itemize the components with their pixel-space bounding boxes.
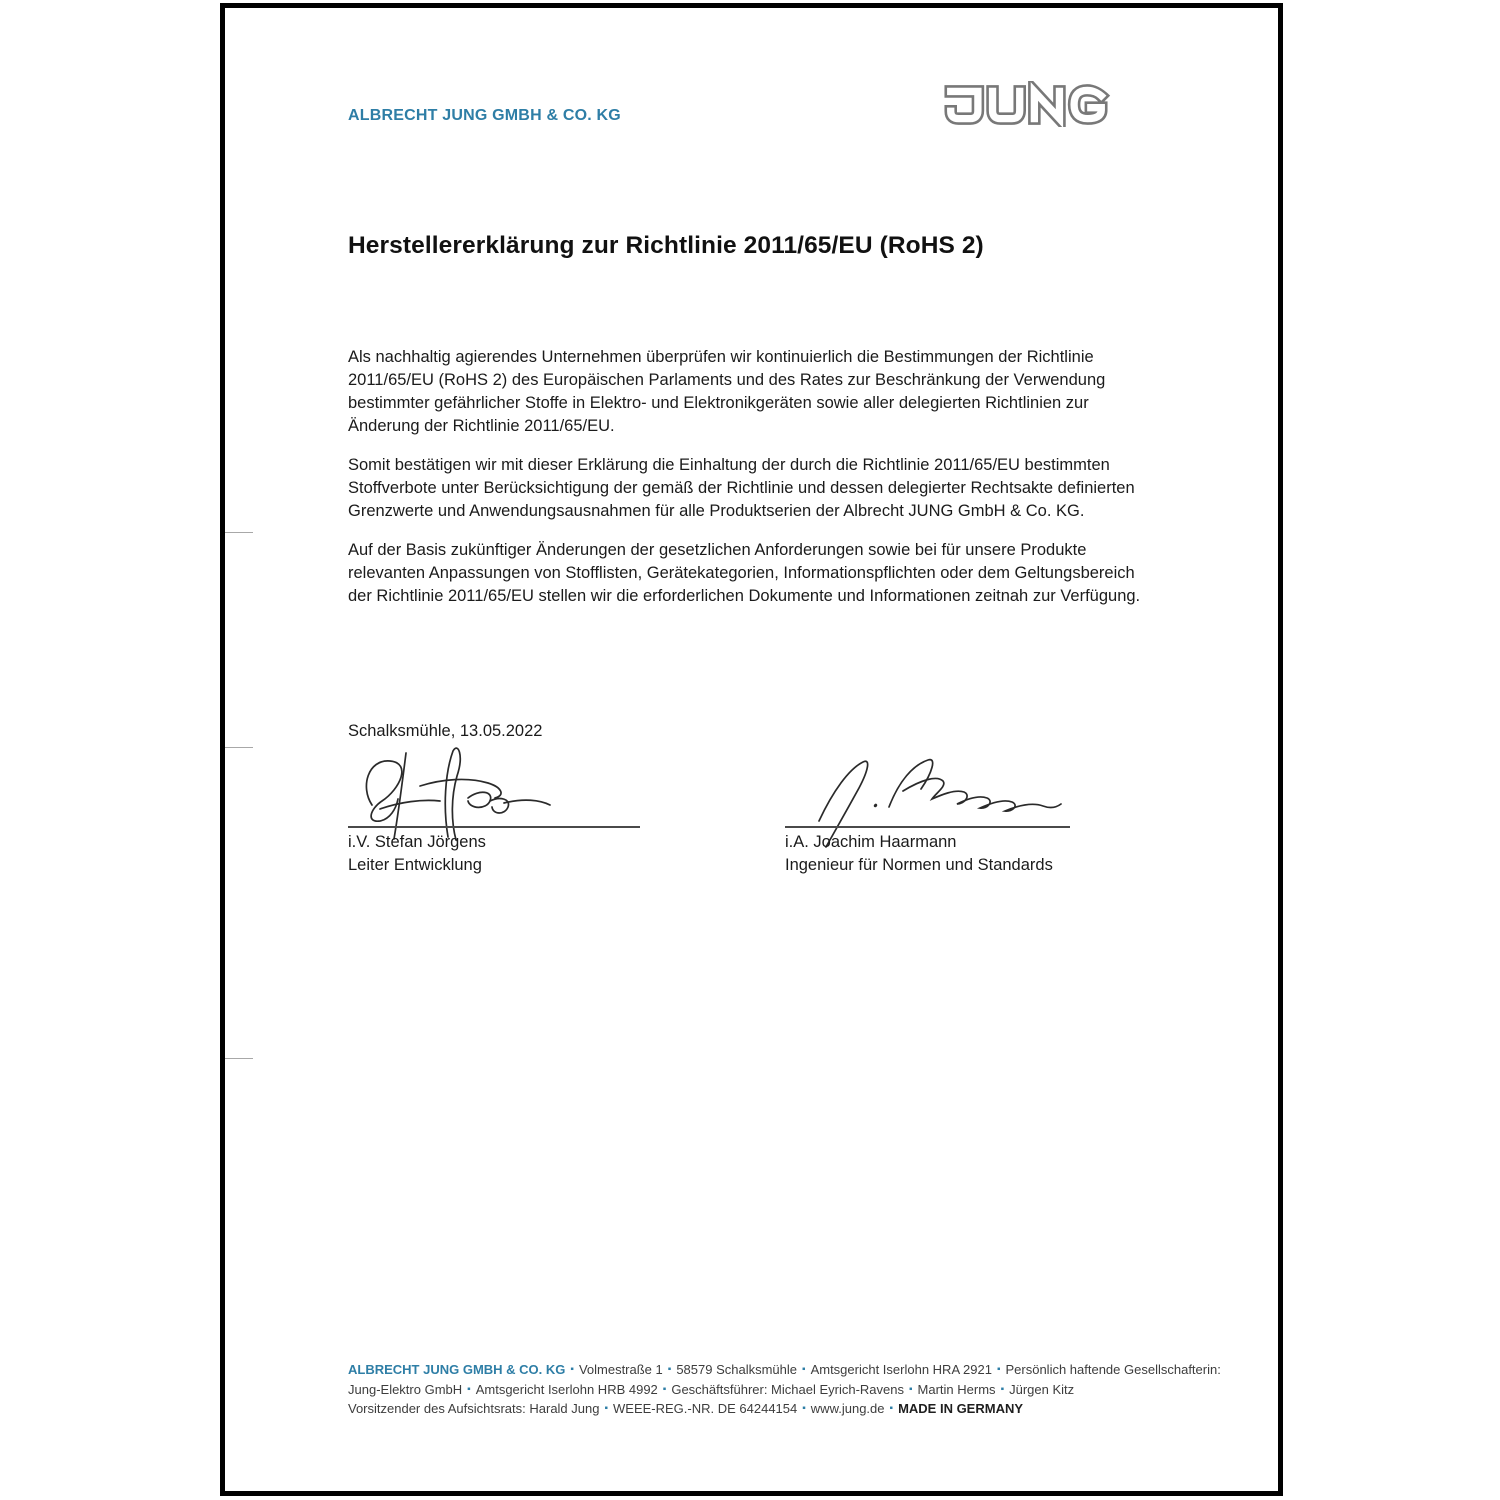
place-date-line: Schalksmühle, 13.05.2022 [348,722,543,740]
footer-text-segment: Persönlich haftende Gesellschafterin: [1005,1362,1221,1377]
footer-bullet-icon: ▪ [662,1383,667,1395]
footer-line [348,1360,1278,1380]
footer-line [348,1380,1278,1400]
body-paragraph: Als nachhaltig agierendes Unternehmen überprüfen wir kontinuierlich die Bestimmungen der Richtlinie 2011/65/EU (RoHS 2) des Europäischen Parlaments und des Rates zur Beschränkung der Verwendung bestimmter gefährlicher Stoffe in Elektro- und Elektronikgeräten sowie aller delegierten Richtlinien zur Änderung der Richtlinie 2011/65/EU. [348,348,1106,435]
footer-bullet-icon: ▪ [909,1383,913,1395]
footer-text-segment: Volmestraße 1 [578,1362,663,1377]
footer-text-segment: MADE IN GERMANY [898,1401,1024,1416]
footer-bullet-icon: ▪ [667,1364,672,1375]
signatory-role: Ingenieur für Normen und Standards [785,856,1053,874]
footer-bullet-icon: ▪ [604,1403,609,1414]
body-paragraphs [348,346,1148,624]
footer-bullet-icon: ▪ [802,1364,806,1375]
footer-text-segment: www.jung.de [810,1401,885,1416]
footer-text-segment: Vorsitzender des Aufsichtsrats: Harald Jung [348,1401,600,1416]
footer-imprint [348,1360,1278,1419]
letterhead-company-name: ALBRECHT JUNG GMBH & CO. KG [348,107,621,124]
footer-text-segment: 58579 Schalksmühle [676,1362,798,1377]
footer-text-segment: Jung-Elektro GmbH [348,1381,463,1397]
footer-text-segment: Amtsgericht Iserlohn HRA 2921 [810,1362,992,1377]
footer-bullet-icon: ▪ [996,1364,1001,1375]
signature-line [348,826,640,828]
footer-text-segment: Martin Herms [917,1381,996,1397]
body-paragraph: Auf der Basis zukünftiger Änderungen der gesetzlichen Anforderungen sowie bei für unsere Produkte relevanten Anpassungen von Stofflisten, Gerätekategorien, Informationspflichten oder dem Geltungsbereich der Richtlinie 2011/65/EU stellen wir die erforderlichen Dokumente und Informationen zeitnah zur Verfügung. [348,541,1141,605]
signatory-name: i.A. Joachim Haarmann [785,833,957,851]
fold-mark [225,747,253,748]
footer-text-segment: Amtsgericht Iserlohn HRB 4992 [475,1381,658,1397]
footer-bullet-icon: ▪ [1000,1383,1005,1395]
footer-bullet-icon: ▪ [467,1383,471,1395]
signatory-role: Leiter Entwicklung [348,856,482,874]
footer-bullet-icon: ▪ [802,1403,806,1414]
footer-bullet-icon: ▪ [889,1403,894,1414]
letter-page [220,3,1283,1496]
footer-text-segment: WEEE-REG.-NR. DE 64244154 [613,1401,798,1416]
signature-block-left [348,755,640,890]
body-paragraph: Somit bestätigen wir mit dieser Erklärung die Einhaltung der durch die Richtlinie 2011/65/EU bestimmten Stoffverbote unter Berücksichtigung der gemäß der Richtlinie und dessen delegierter Rechtsakte definierten Grenzwerte und Anwendungsausnahmen für alle Produktserien der Albrecht JUNG GmbH & Co. KG. [348,456,1135,520]
fold-mark [225,532,253,533]
footer-bullet-icon: ▪ [570,1364,574,1375]
footer-text-segment: Jürgen Kitz [1009,1381,1075,1397]
document-title: Herstellererklärung zur Richtlinie 2011/65/EU (RoHS 2) [348,232,984,259]
signatory-name: i.V. Stefan Jörgens [348,833,486,851]
footer-line [348,1399,1278,1419]
signature-block-right [785,755,1070,890]
fold-mark [225,1058,253,1059]
footer-text-segment: ALBRECHT JUNG GMBH & CO. KG [348,1362,566,1377]
footer-text-segment: Geschäftsführer: Michael Eyrich-Ravens [671,1381,904,1397]
jung-logo-icon [935,81,1117,127]
signature-line [785,826,1070,828]
